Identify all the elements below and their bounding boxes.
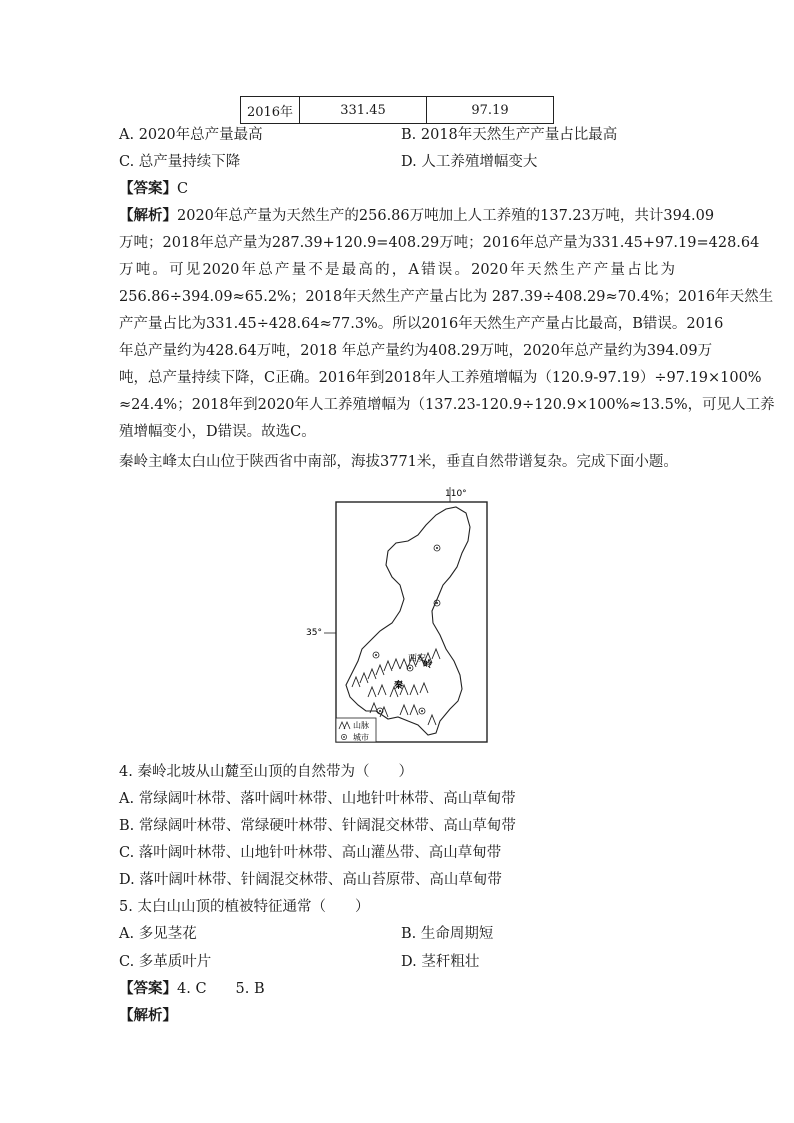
analysis-line: 殖增幅变小，D错误。故选C。 (119, 424, 316, 440)
analysis-line: ≈24.4%；2018年到2020年人工养殖增幅为（137.23-120.9÷120.9×100%≈13.5%，可见人工养 (119, 397, 775, 413)
map-legend (336, 718, 376, 742)
q4-option-b: B. 常绿阔叶林带、常绿硬叶林带、针阔混交林带、高山草甸带 (119, 818, 516, 834)
mountain-label-ling: 岭 (423, 660, 433, 670)
q3-answer (119, 179, 188, 199)
q4-stem: 4. 秦岭北坡从山麓至山顶的自然带为（ ） (119, 764, 413, 780)
table-row (241, 97, 554, 124)
analysis-line: 256.86÷394.09≈65.2%；2018年天然生产产量占比为 287.39÷408.29≈70.4%；2016年天然生 (119, 289, 774, 305)
mountain-label-qin: 秦 (394, 681, 404, 691)
q3-option-c: C. 总产量持续下降 (119, 154, 241, 170)
q5-option-c: C. 多革质叶片 (119, 954, 212, 970)
analysis-line: 吨，总产量持续下降，C正确。2016年到2018年人工养殖增幅为（120.9-97.19）÷97.19×100% (119, 370, 762, 386)
q5-option-d: D. 茎秆粗壮 (401, 954, 480, 970)
latitude-label: 35° (306, 628, 322, 638)
analysis-label: 【解析】 (119, 207, 177, 224)
table-cell-total: 331.45 (300, 97, 427, 124)
q3-option-a: A. 2020年总产量最高 (119, 127, 263, 143)
analysis-line: 万吨。可见2020年总产量不是最高的，A错误。2020年天然生产产量占比为 (119, 262, 675, 278)
city-label-xian: 西安 (408, 654, 427, 664)
q5-option-a: A. 多见茎花 (119, 926, 197, 942)
intro-text: 秦岭主峰太白山位于陕西省中南部，海拔3771米，垂直自然带谱复杂。完成下面小题。 (119, 454, 678, 470)
table-cell-year: 2016年 (241, 97, 300, 124)
q3-option-d: D. 人工养殖增幅变大 (401, 154, 538, 170)
analysis-line: 【解析】2020年总产量为天然生产的256.86万吨加上人工养殖的137.23万吨，共计394.09 (119, 207, 715, 224)
q5-analysis-label: 【解析】 (119, 1007, 177, 1024)
longitude-label: 110° (445, 489, 467, 499)
q5-stem: 5. 太白山山顶的植被特征通常（ ） (119, 899, 370, 915)
legend-city-label: 城市 (353, 733, 369, 742)
q5-answer (119, 979, 265, 999)
answer-label: 【答案】 (119, 980, 177, 997)
data-table (240, 96, 554, 124)
q5-option-b: B. 生命周期短 (401, 926, 494, 942)
q3-option-b: B. 2018年天然生产产量占比最高 (401, 127, 618, 143)
analysis-line: 万吨；2018年总产量为287.39+120.9=408.29万吨；2016年总产量为331.45+97.19=428.64 (119, 235, 760, 251)
answer-label: 【答案】 (119, 180, 177, 197)
answer-value: 4. C 5. B (177, 981, 265, 997)
analysis-line: 年总产量约为428.64万吨，2018 年总产量约为408.29万吨，2020年总产量约为394.09万 (119, 343, 713, 359)
table-cell-artificial: 97.19 (427, 97, 554, 124)
q4-option-a: A. 常绿阔叶林带、落叶阔叶林带、山地针叶林带、高山草甸带 (119, 791, 516, 807)
analysis-line: 产产量占比为331.45÷428.64≈77.3%。所以2016年天然生产产量占比最高，B错误。2016 (119, 316, 724, 332)
q4-option-d: D. 落叶阔叶林带、针阔混交林带、高山苔原带、高山草甸带 (119, 872, 502, 888)
answer-value: C (177, 181, 189, 197)
shaanxi-map (300, 485, 500, 750)
q4-option-c: C. 落叶阔叶林带、山地针叶林带、高山灌丛带、高山草甸带 (119, 845, 502, 861)
legend-mountain-label: 山脉 (353, 721, 369, 730)
